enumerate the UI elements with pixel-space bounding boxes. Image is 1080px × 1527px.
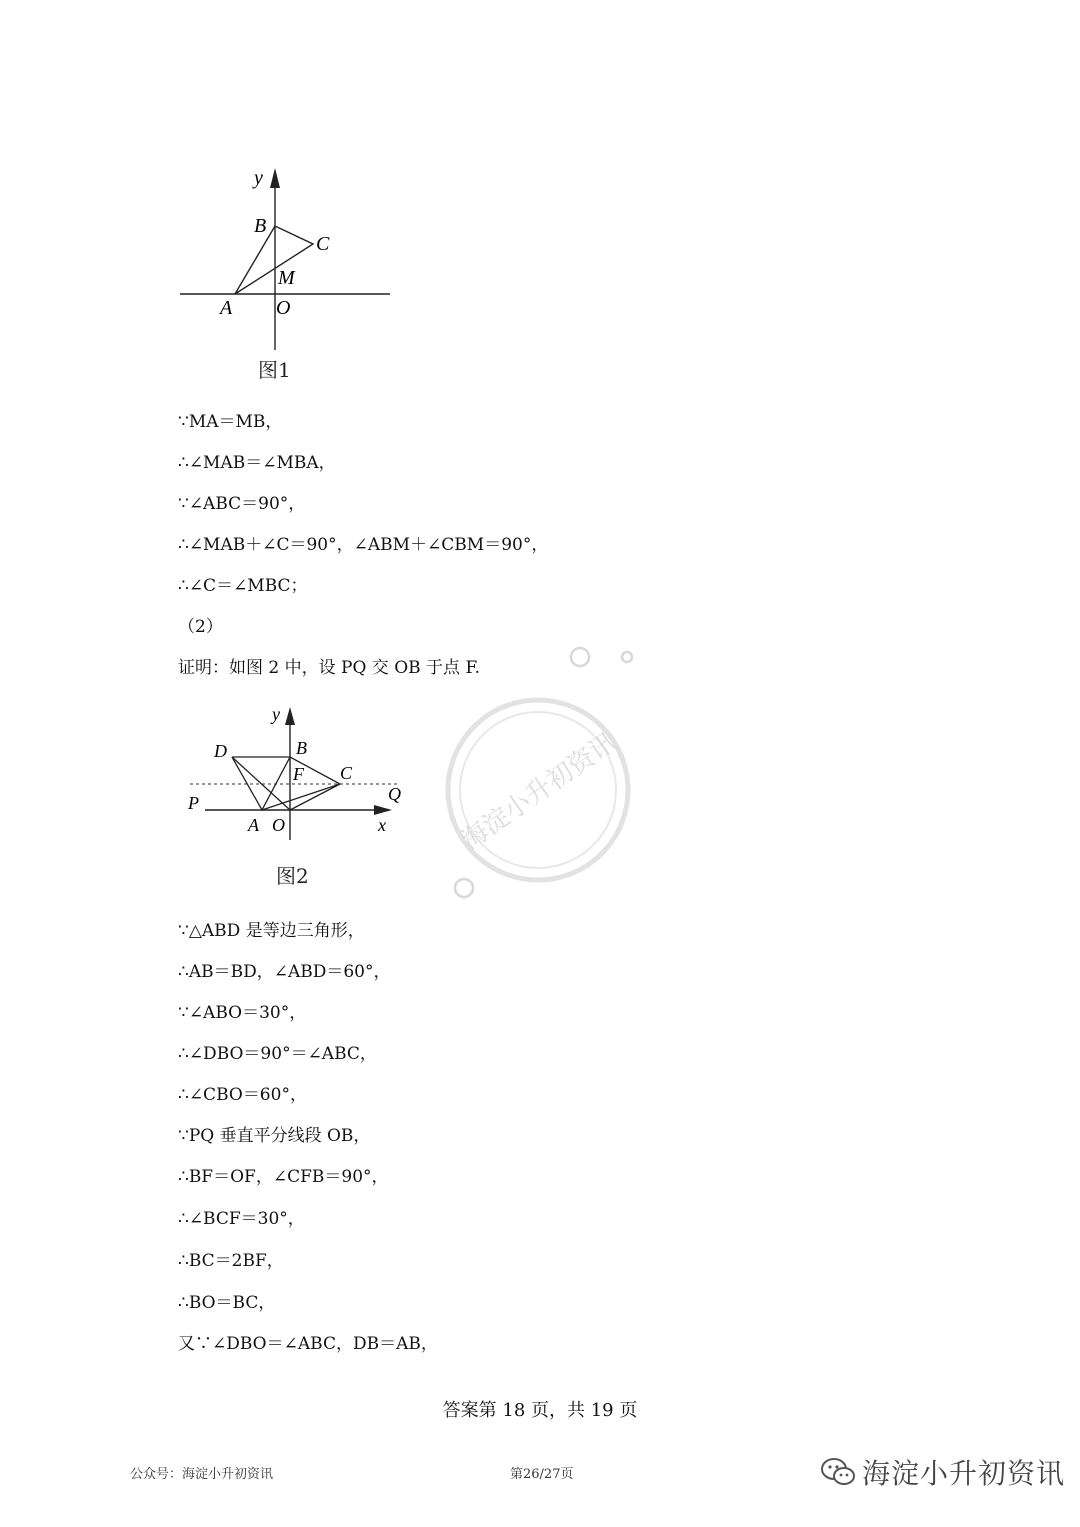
fig2-label-A: A bbox=[248, 815, 259, 835]
fig1-label-M: M bbox=[278, 267, 295, 289]
fig2-x-arrow bbox=[374, 805, 392, 815]
fig1-y-arrow bbox=[270, 168, 280, 188]
watermark-stamp bbox=[440, 640, 640, 900]
fig2-label-F: F bbox=[293, 764, 304, 784]
step2-line: ∴AB＝BD，∠ABD＝60°， bbox=[178, 962, 391, 982]
fig1-label-O: O bbox=[276, 297, 291, 319]
figure-1-caption: 图1 bbox=[258, 358, 291, 382]
fig2-label-x: x bbox=[378, 815, 386, 835]
fig1-label-B: B bbox=[254, 215, 267, 237]
fig2-label-B: B bbox=[296, 738, 307, 758]
figure-2 bbox=[180, 700, 410, 845]
step2-line: ∴BF＝OF，∠CFB＝90°， bbox=[178, 1167, 389, 1187]
fig2-label-D: D bbox=[214, 741, 227, 761]
fig2-label-Q: Q bbox=[388, 784, 401, 804]
footer-brand bbox=[820, 1452, 1065, 1492]
step2-line: ∴BO＝BC， bbox=[178, 1293, 276, 1313]
figure-1 bbox=[170, 160, 400, 355]
step1-line: ∴∠C＝∠MBC； bbox=[178, 576, 308, 596]
fig2-label-y: y bbox=[272, 704, 280, 724]
page-number: 答案第 18 页，共 19 页 bbox=[442, 1400, 638, 1421]
figure-2-caption: 图2 bbox=[276, 864, 309, 888]
step2-line: ∴∠CBO＝60°， bbox=[178, 1085, 307, 1105]
step2-line: ∵∠ABO＝30°， bbox=[178, 1003, 307, 1023]
step1-line: ∴∠MAB＋∠C＝90°，∠ABM＋∠CBM＝90°， bbox=[178, 535, 549, 555]
footer-page-count: 第26/27页 bbox=[510, 1467, 574, 1482]
step2-line: 又∵∠DBO＝∠ABC，DB＝AB， bbox=[178, 1334, 438, 1354]
proof-intro: 证明：如图 2 中，设 PQ 交 OB 于点 F. bbox=[178, 658, 480, 678]
fig2-segment-oc bbox=[290, 784, 340, 810]
fig2-label-C: C bbox=[340, 763, 353, 783]
part2-label: （2） bbox=[178, 617, 223, 637]
fig2-label-O: O bbox=[272, 815, 285, 835]
fig2-label-P: P bbox=[188, 793, 199, 813]
step2-line: ∴∠DBO＝90°＝∠ABC， bbox=[178, 1044, 377, 1064]
fig1-triangle bbox=[235, 226, 313, 294]
step1-line: ∵MA＝MB， bbox=[178, 412, 283, 432]
fig2-y-arrow bbox=[285, 707, 295, 725]
step1-line: ∵∠ABC＝90°， bbox=[178, 494, 306, 514]
step2-line: ∴∠BCF＝30°， bbox=[178, 1209, 305, 1229]
fig1-label-y: y bbox=[254, 167, 263, 189]
fig1-label-A: A bbox=[220, 297, 233, 319]
step1-line: ∴∠MAB＝∠MBA， bbox=[178, 453, 336, 473]
footer-brand-text: 海淀小升初资讯 bbox=[862, 1457, 1066, 1490]
step2-line: ∵PQ 垂直平分线段 OB， bbox=[178, 1126, 371, 1146]
fig1-label-C: C bbox=[316, 233, 330, 255]
step2-line: ∵△ABD 是等边三角形， bbox=[178, 921, 365, 941]
wechat-icon bbox=[820, 1457, 856, 1487]
step2-line: ∴BC＝2BF， bbox=[178, 1251, 284, 1271]
watermark-text: 海淀小升初资讯 bbox=[455, 727, 623, 857]
footer-account: 公众号：海淀小升初资讯 bbox=[130, 1467, 274, 1482]
